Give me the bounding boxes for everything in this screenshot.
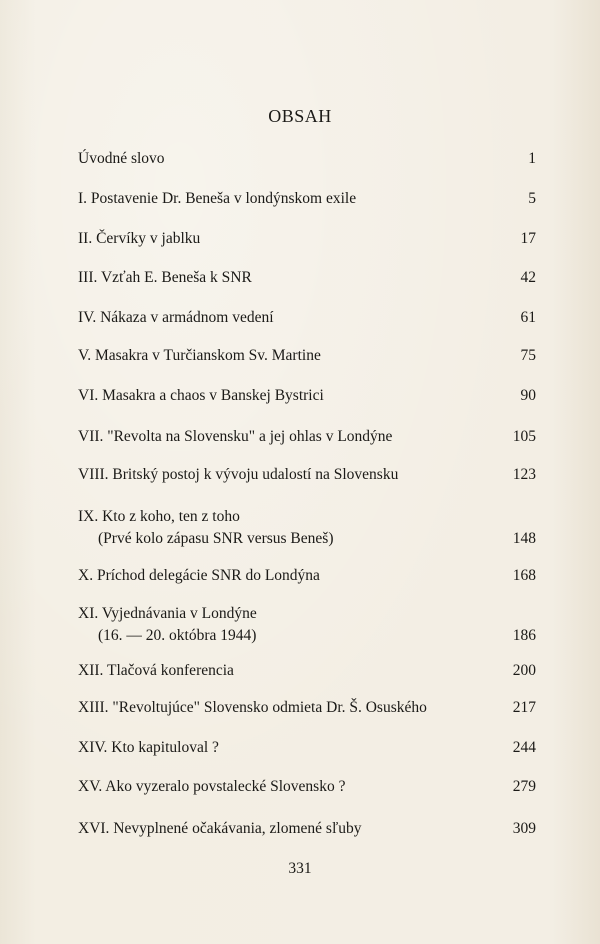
toc-entry-page: 61 xyxy=(520,309,536,326)
toc-entry-continuation: (Prvé kolo zápasu SNR versus Beneš) xyxy=(98,530,334,547)
toc-entry-page: 75 xyxy=(520,347,536,364)
toc-entry-label: XVI. Nevyplnené očakávania, zlomené sľuby xyxy=(78,820,362,837)
toc-entry-13 xyxy=(78,697,536,719)
toc-entry-page: 244 xyxy=(512,739,536,756)
toc-entry-label: VIII. Britský postoj k vývoju udalostí na Slovensku xyxy=(78,466,399,483)
toc-entry-page: 309 xyxy=(512,820,536,837)
page-number: 331 xyxy=(288,860,312,877)
toc-entry-label: III. Vzťah E. Beneša k SNR xyxy=(78,269,252,286)
toc-entry-page: 17 xyxy=(520,230,536,247)
toc-entry-label: I. Postavenie Dr. Beneša v londýnskom exile xyxy=(78,190,357,207)
page-title: OBSAH xyxy=(268,106,332,126)
toc-entry-page: 217 xyxy=(512,699,536,716)
toc-entry-2 xyxy=(78,228,536,250)
toc-entry-label: XI. Vyjednávania v Londýne xyxy=(78,605,257,622)
toc-entry-8 xyxy=(78,464,536,486)
toc-entry-label: IX. Kto z koho, ten z toho xyxy=(78,508,240,525)
toc-entry-page: 186 xyxy=(512,627,536,644)
toc-entry-9 xyxy=(78,506,536,550)
toc-entry-3 xyxy=(78,267,536,289)
toc-entry-6 xyxy=(78,385,536,407)
toc-entry-label: XV. Ako vyzeralo povstalecké Slovensko ? xyxy=(78,778,346,795)
toc-entry-label: II. Červíky v jablku xyxy=(78,230,201,247)
toc-entry-15 xyxy=(78,776,536,798)
toc-entry-label: VII. "Revolta na Slovensku" a jej ohlas v Londýne xyxy=(78,428,393,445)
toc-entry-page: 5 xyxy=(528,190,536,207)
toc-entry-1 xyxy=(78,188,536,210)
toc-entry-label: Úvodné slovo xyxy=(78,150,165,167)
toc-entry-10 xyxy=(78,565,536,587)
toc-entry-label: VI. Masakra a chaos v Banskej Bystrici xyxy=(78,387,324,404)
toc-entry-4 xyxy=(78,307,536,329)
toc-entry-label: XIII. "Revoltujúce" Slovensko odmieta Dr. Š. Osuského xyxy=(78,699,427,716)
toc-entry-12 xyxy=(78,660,536,682)
toc-entry-page: 148 xyxy=(512,530,536,547)
toc-entry-14 xyxy=(78,737,536,759)
toc-entry-page: 168 xyxy=(512,567,536,584)
toc-entry-0 xyxy=(78,148,536,170)
toc-entry-label: XIV. Kto kapituloval ? xyxy=(78,739,219,756)
toc-entry-11 xyxy=(78,603,536,647)
toc-entry-label: IV. Nákaza v armádnom vedení xyxy=(78,309,274,326)
toc-entry-label: XII. Tlačová konferencia xyxy=(78,662,234,679)
toc-entry-page: 279 xyxy=(512,778,536,795)
toc-entry-page: 42 xyxy=(520,269,536,286)
toc-entry-7 xyxy=(78,426,536,448)
toc-entry-16 xyxy=(78,818,536,840)
toc-entry-page: 90 xyxy=(520,387,536,404)
toc-entry-label: V. Masakra v Turčianskom Sv. Martine xyxy=(78,347,321,364)
toc-entry-page: 105 xyxy=(512,428,536,445)
toc-entry-continuation: (16. — 20. októbra 1944) xyxy=(98,627,257,644)
toc-entry-5 xyxy=(78,345,536,367)
toc-entry-label: X. Príchod delegácie SNR do Londýna xyxy=(78,567,320,584)
toc-entry-page: 200 xyxy=(512,662,536,679)
toc-entry-page: 1 xyxy=(528,150,536,167)
toc-entry-page: 123 xyxy=(512,466,536,483)
